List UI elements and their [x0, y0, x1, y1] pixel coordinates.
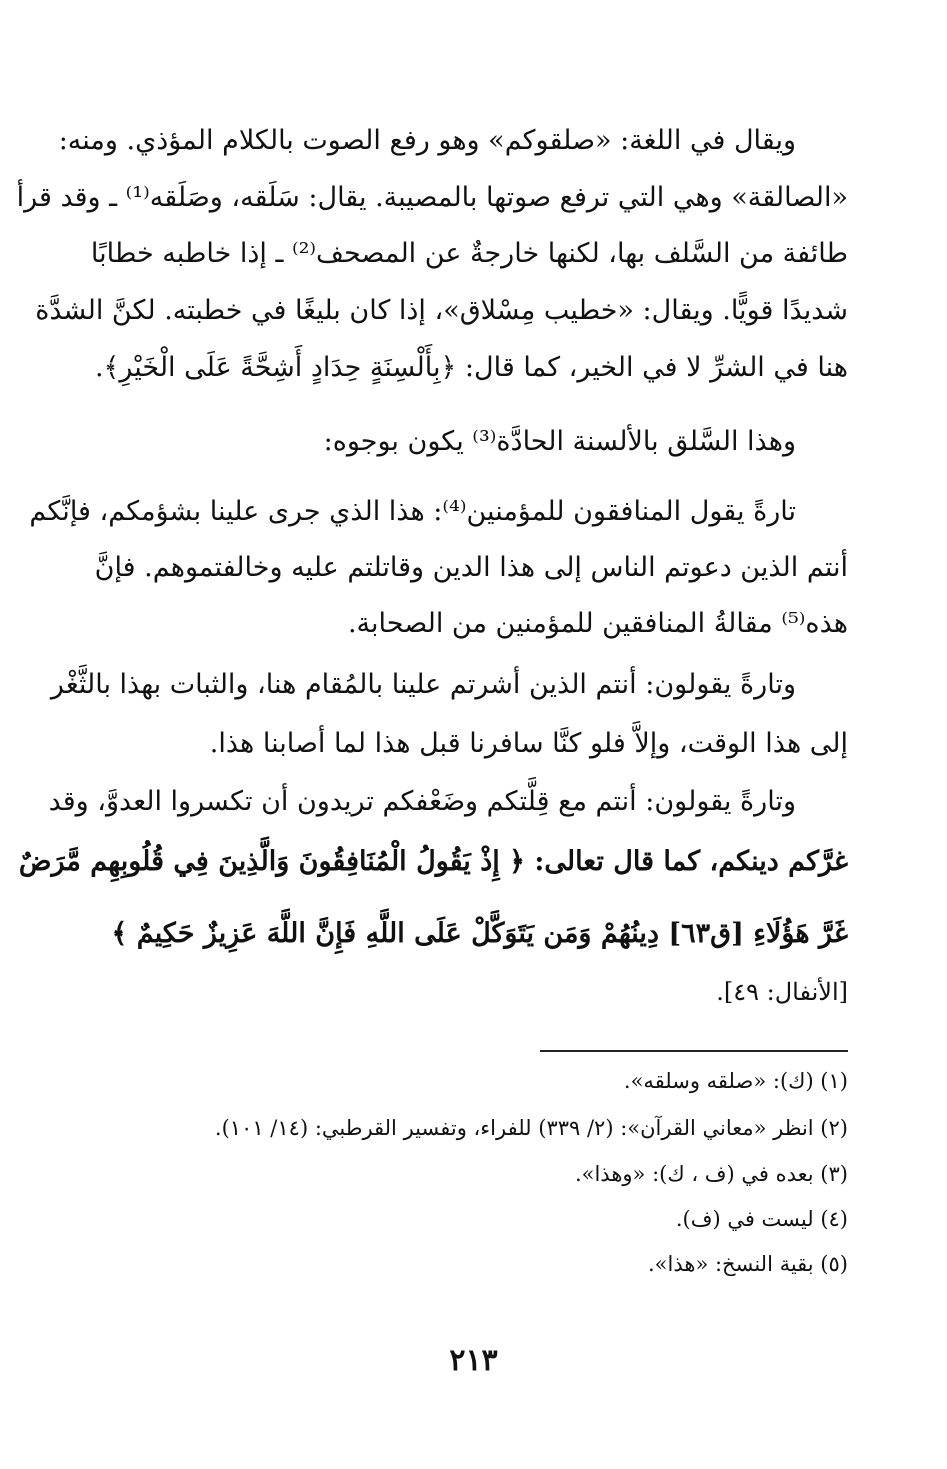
body-line-13: غرَّكم دينكم، كما قال تعالى: ﴿ إِذْ يَقُولُ الْمُنَافِقُونَ وَالَّذِينَ فِي قُلُوبِهِم مَّرَضٌ	[18, 846, 848, 877]
footnote-1: (١) (ك): «صلقه وسلقه».	[623, 1069, 848, 1093]
body-line-15: [الأنفال: ٤٩].	[716, 978, 848, 1006]
footnote-separator	[540, 1050, 848, 1052]
body-line-4: شديدًا قويًّا. ويقال: «خطيب مِسْلاق»، إذا كان بليغًا في خطبته. لكنَّ الشدَّة	[35, 295, 848, 326]
footnote-2: (٢) انظر «معاني القرآن»: (٢/ ٣٣٩) للفراء، وتفسير القرطبي: (١٤/ ١٠١).	[214, 1116, 848, 1140]
body-line-9: هذه⁽⁵⁾ مقالةُ المنافقين للمؤمنين من الصحابة.	[347, 608, 848, 639]
body-line-10-text: وتارةً يقولون: أنتم الذين أشرتم علينا بالمُقام هنا، والثبات بهذا بالثَّغْر	[50, 669, 796, 700]
body-line-12	[40, 776, 848, 828]
body-line-7	[29, 486, 848, 538]
footnote-3: (٣) بعده في (ف ، ك): «وهذا».	[574, 1162, 848, 1186]
body-line-1	[40, 115, 848, 167]
body-line-1-text: ويقال في اللغة: «صلقوكم» وهو رفع الصوت بالكلام المؤذي. ومنه:	[58, 125, 796, 156]
body-line-14: غَرَّ هَؤُلَاءِ [ق٦٣] دِينُهُمْ وَمَن يَتَوَكَّلْ عَلَى اللَّهِ فَإِنَّ اللَّهَ عَزِيزٌ حَكِيمٌ ﴾	[111, 918, 848, 949]
body-line-8: أنتم الذين دعوتم الناس إلى هذا الدين وقاتلتم عليه وخالفتموهم. فإنَّ	[94, 552, 848, 583]
body-line-11: إلى هذا الوقت، وإلاَّ فلو كنَّا سافرنا قبل هذا لما أصابنا هذا.	[209, 728, 848, 759]
body-line-7-text: تارةً يقول المنافقون للمؤمنين⁽⁴⁾: هذا الذي جرى علينا بشؤمكم، فإنَّكم	[29, 496, 796, 527]
footnote-4: (٤) ليست في (ف).	[675, 1207, 848, 1231]
body-line-2: «الصالقة» وهي التي ترفع صوتها بالمصيبة. يقال: سَلَقه، وصَلَقه⁽¹⁾ ـ وقد قرأ	[16, 182, 848, 213]
body-line-6-text: وهذا السَّلق بالألسنة الحادَّة⁽³⁾ يكون بوجوه:	[323, 426, 796, 457]
footnote-5: (٥) بقية النسخ: «هذا».	[647, 1252, 848, 1276]
body-line-10	[40, 659, 848, 711]
page-number: ٢١٣	[449, 1343, 498, 1378]
body-line-3: طائفة من السَّلف بها، لكنها خارجةٌ عن المصحف⁽²⁾ ـ إذا خاطبه خطابًا	[90, 238, 848, 269]
body-line-6	[40, 416, 848, 468]
body-line-12-text: وتارةً يقولون: أنتم مع قِلَّتكم وضَعْفكم تريدون أن تكسروا العدوَّ، وقد	[48, 786, 796, 817]
body-line-5: هنا في الشرِّ لا في الخير، كما قال: ﴿بِأَلْسِنَةٍ حِدَادٍ أَشِحَّةً عَلَى الْخَيْرِ﴾.	[94, 352, 848, 383]
